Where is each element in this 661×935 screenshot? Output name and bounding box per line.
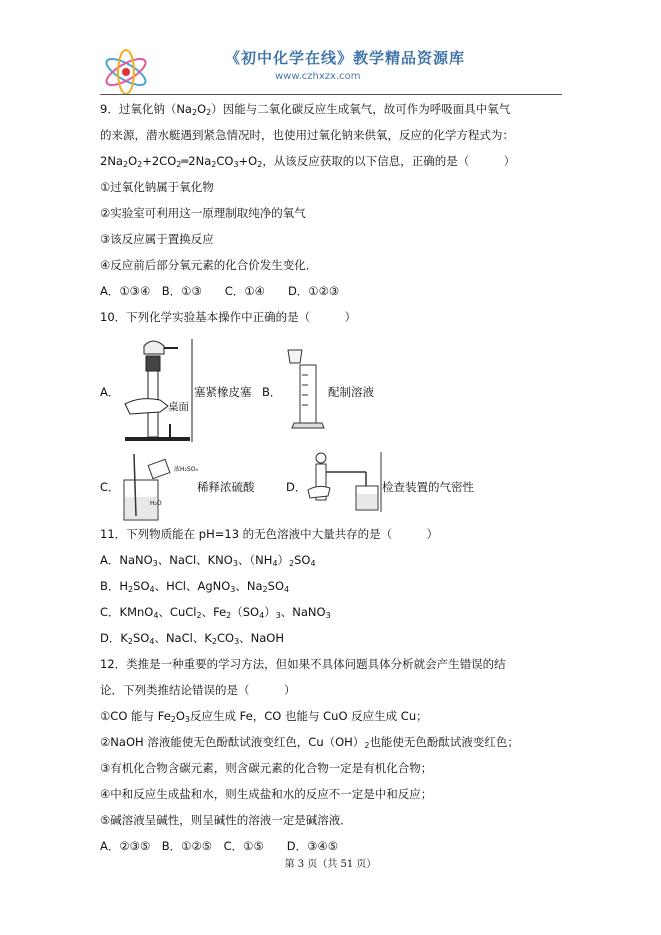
q9-equation: $2Na_2O_2+2CO_2═2Na_2CO_3+O_2$，从该反应获取的以下信息，正确的是（ ） — [100, 154, 516, 169]
q10-a-desk-label: 桌面 — [168, 401, 189, 413]
q10-option-d-label: 检查装置的气密性 — [382, 480, 474, 494]
q10-option-c-label: 稀释浓硫酸 — [197, 480, 255, 494]
q12-statement-1: ①CO 能与 $Fe_2O_3$反应生成 Fe，CO 也能与 CuO 反应生成 Cu； — [100, 709, 428, 724]
q11-option-d: D．$K_2SO_4$、NaCl、$K_2CO_3$、NaOH — [100, 631, 285, 646]
q11-option-a: A．NaNO$_3$、NaCl、$KNO_3$、$(NH_4)_2SO_4$ — [100, 553, 316, 568]
q12-line-2: 论．下列类推结论错误的是（ ） — [100, 683, 296, 697]
header-divider — [100, 94, 562, 95]
q10-c-acid-note: 浓H₂SO₄ — [174, 466, 198, 473]
q9-line-2: 的来源，潜水艇遇到紧急情况时，也使用过氧化钠来供氧，反应的化学方程式为： — [100, 128, 514, 142]
q10-figure-d — [304, 450, 384, 515]
q10-figure-b — [280, 345, 330, 430]
q11-stem: 11．下列物质能在 pH=13 的无色溶液中大量共存的是（ ） — [100, 527, 439, 541]
q9-statement-2: ②实验室可利用这一原理制取纯净的氧气 — [100, 206, 306, 220]
q10-option-b-label: 配制溶液 — [328, 385, 374, 399]
q10-option-c-letter: C． — [100, 480, 120, 494]
q10-c-water-note: H₂O — [150, 500, 162, 507]
header-url: www.czhxzx.com — [275, 71, 361, 82]
q11-option-c: C．KMnO$_4$、CuCl$_2$、$Fe_2(SO_4)_3$、NaNO$_3$ — [100, 605, 331, 620]
q10-option-a-letter: A． — [100, 385, 120, 399]
q9-statement-1: ①过氧化钠属于氧化物 — [100, 180, 214, 194]
q10-option-d-letter: D． — [286, 480, 307, 494]
header-banner — [100, 40, 560, 102]
q10-figure-a — [120, 334, 195, 444]
q9-line-1: 9．过氧化钠$(Na_2O_2)$因能与二氧化碳反应生成氧气，故可作为呼吸面具中氧气 — [100, 102, 511, 117]
page-footer: 第 3 页（共 51 页） — [284, 859, 377, 870]
q12-line-1: 12．类推是一种重要的学习方法，但如果不具体问题具体分析就会产生错误的结 — [100, 657, 506, 671]
q12-statement-4: ④中和反应生成盐和水，则生成盐和水的反应不一定是中和反应； — [100, 787, 433, 801]
q12-statement-3: ③有机化合物含碳元素，则含碳元素的化合物一定是有机化合物； — [100, 761, 433, 775]
q12-options: A．②③⑤ B．①②⑤ C．①⑤ D．③④⑤ — [100, 839, 339, 853]
header-title: 《初中化学在线》教学精品资源库 — [225, 49, 466, 67]
q9-statement-4: ④反应前后部分氧元素的化合价发生变化． — [100, 258, 318, 272]
q12-statement-2: ②NaOH 溶液能使无色酚酞试液变红色，$Cu(OH)_2$也能使无色酚酞试液变红色； — [100, 735, 519, 750]
q10-option-a-label: 塞紧橡皮塞 — [194, 385, 252, 399]
q9-options: A．①③④ B．①③ C．①④ D．①②③ — [100, 284, 340, 298]
q10-stem: 10．下列化学实验基本操作中正确的是（ ） — [100, 310, 357, 324]
q11-option-b: B．$H_2SO_4$、HCl、AgNO$_3$、$Na_2SO_4$ — [100, 579, 290, 594]
q10-option-b-letter: B． — [262, 385, 282, 399]
q9-statement-3: ③该反应属于置换反应 — [100, 232, 214, 246]
atom-logo-icon — [100, 44, 152, 96]
q12-statement-5: ⑤碱溶液呈碱性，则呈碱性的溶液一定是碱溶液． — [100, 813, 352, 827]
